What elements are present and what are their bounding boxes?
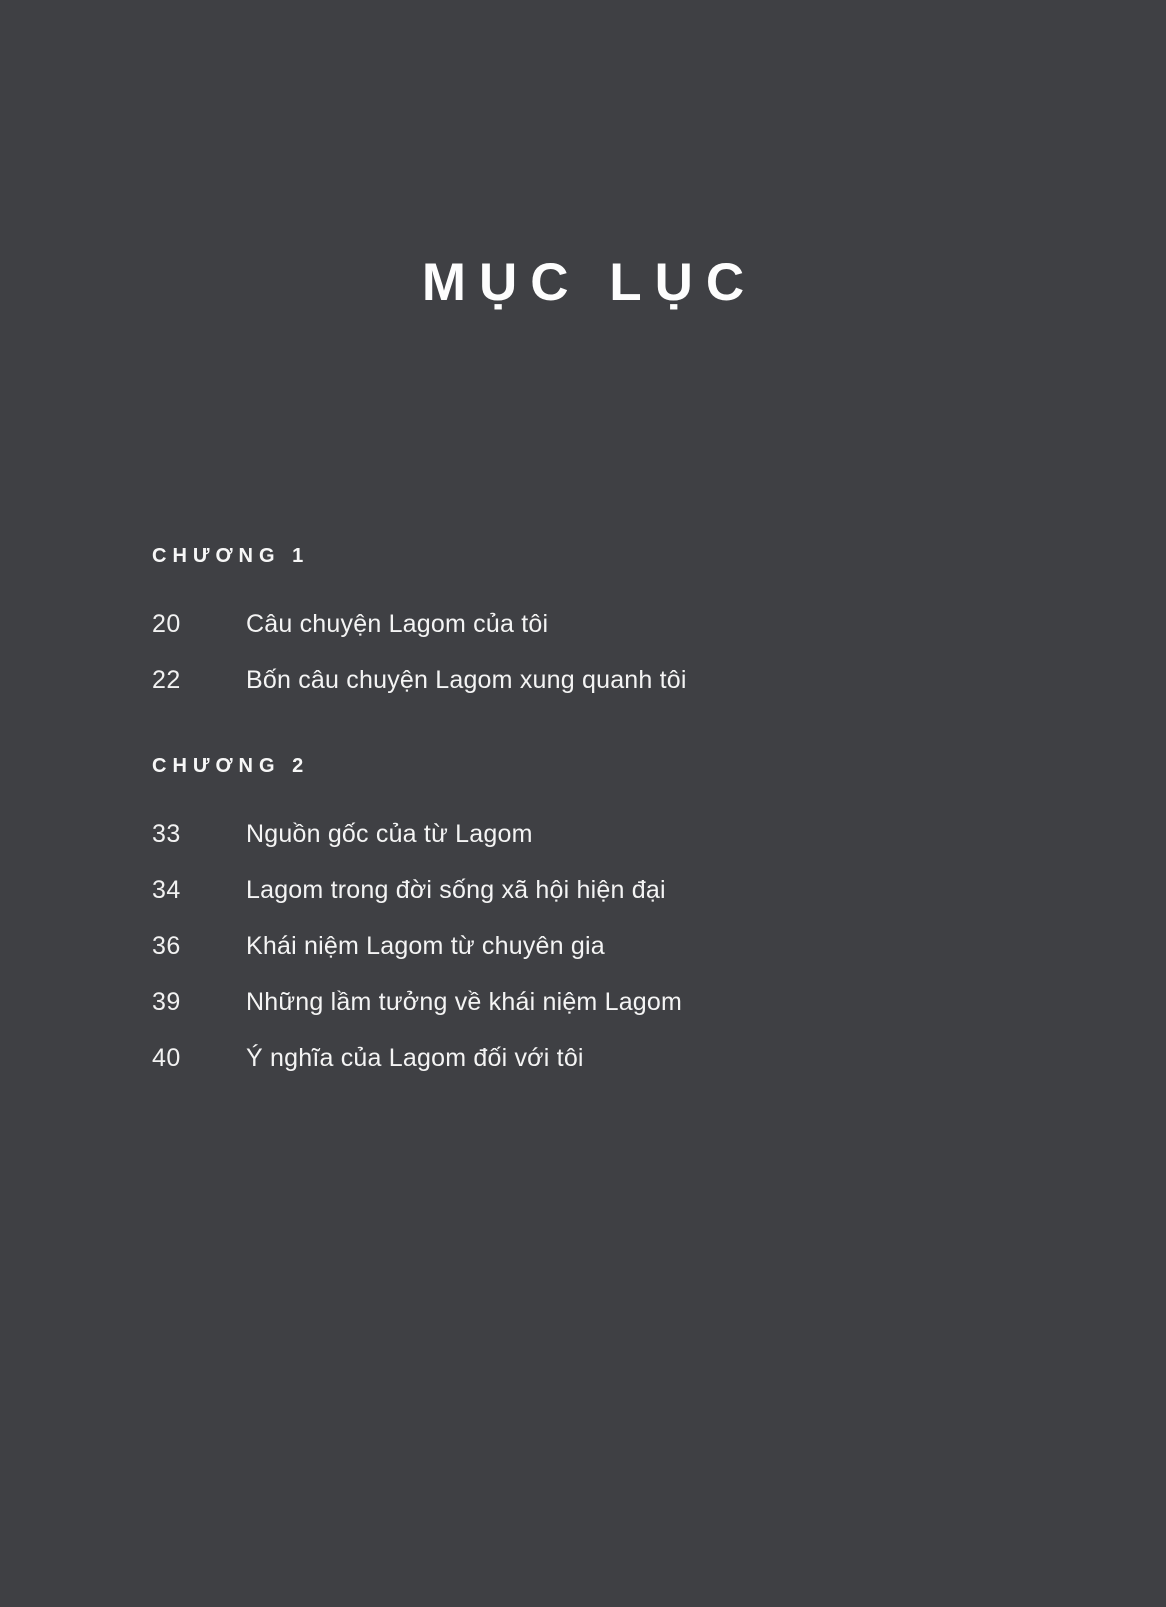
table-of-contents (152, 545, 1012, 1073)
toc-entry[interactable] (152, 820, 1012, 849)
entry-page-number: 36 (152, 932, 181, 960)
section-heading-chapter-2: CHƯƠNG 2 (152, 755, 310, 777)
toc-entry[interactable] (152, 610, 1012, 639)
entry-page-number: 20 (152, 610, 181, 638)
toc-entry[interactable] (152, 932, 1012, 961)
entry-page-number: 39 (152, 988, 181, 1016)
entry-page-number: 40 (152, 1044, 181, 1072)
entry-title: Lagom trong đời sống xã hội hiện đại (246, 876, 666, 904)
section-heading-chapter-1: CHƯƠNG 1 (152, 545, 310, 567)
toc-section (152, 545, 1012, 695)
entry-title: Bốn câu chuyện Lagom xung quanh tôi (246, 666, 687, 694)
page-title: MỤC LỤC (421, 253, 758, 312)
toc-section (152, 755, 1012, 1073)
toc-entry[interactable] (152, 666, 1012, 695)
entry-page-number: 33 (152, 820, 181, 848)
entry-page-number: 34 (152, 876, 181, 904)
entry-title: Nguồn gốc của từ Lagom (246, 820, 533, 848)
toc-entry[interactable] (152, 1044, 1012, 1073)
entry-title: Những lầm tưởng về khái niệm Lagom (246, 988, 683, 1016)
entry-page-number: 22 (152, 666, 181, 694)
entry-title: Câu chuyện Lagom của tôi (246, 610, 549, 638)
entry-title: Khái niệm Lagom từ chuyên gia (246, 932, 605, 960)
toc-entry[interactable] (152, 988, 1012, 1017)
toc-entry[interactable] (152, 876, 1012, 905)
entry-title: Ý nghĩa của Lagom đối với tôi (246, 1044, 584, 1072)
